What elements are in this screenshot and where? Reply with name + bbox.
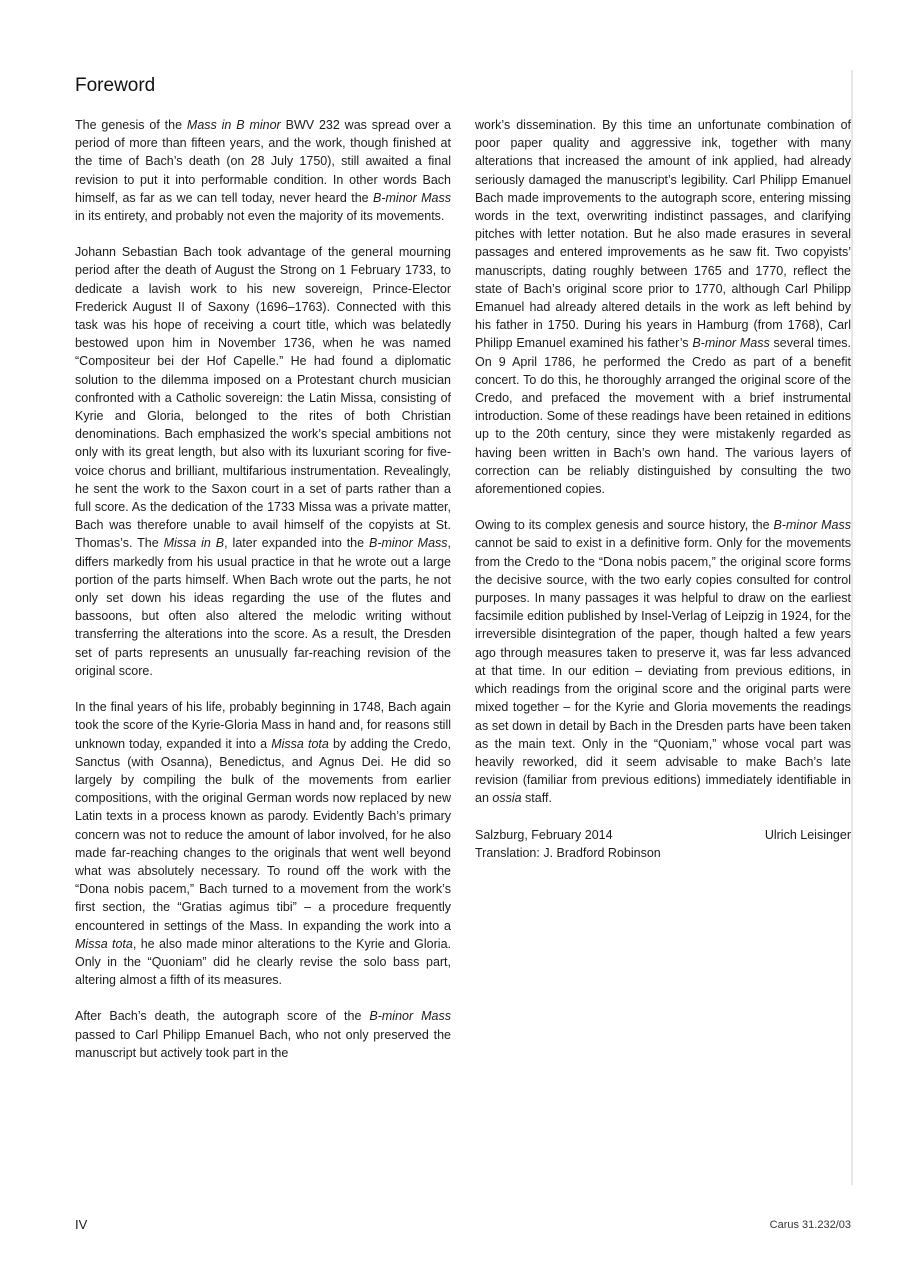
italic-title: Missa in B <box>163 536 225 551</box>
page-edge-shadow <box>851 70 853 1185</box>
translation-credit: Translation: J. Bradford Robinson <box>475 845 661 860</box>
italic-title: B-minor Mass <box>369 536 448 551</box>
paragraph: Owing to its complex genesis and source history, the B-minor Mass cannot be said to exist in a definitive form. Only for the movements from the Credo to the “Dona nobis pacem,” the original score forms the decisive source, with the two early copies consulted for control purposes. In many passages it was helpful to draw on the earliest facsimile edition published by Insel-Verlag of Leipzig in 1924, for the irreversible disintegration of the paper, though halted a few years ago through measures taken to preserve it, was far less advanced at that time. In our edition – deviating from previous editions, in which readings from the original score and the original parts were mixed together – for the Kyrie and Gloria movements the readings as set down in detail by Bach in the Dresden parts have been taken as the main text. Only in the “Quoniam,” whose vocal part was heavily reworked, did it seem advisable to make Bach’s late revision (familiar from previous editions) immediately identifiable in an ossia staff. <box>475 518 852 806</box>
italic-title: B-minor Mass <box>369 1009 451 1024</box>
page-title: Foreword <box>75 75 156 96</box>
italic-title: B-minor Mass <box>692 336 770 351</box>
right-column <box>475 116 851 862</box>
paragraph: work’s dissemination. By this time an unfortunate combination of poor paper quality and aggressive ink, together with many alterations that increased the amount of ink applied, had already seriously damaged the manuscript’s legibility. Carl Philipp Emanuel Bach made improvements to the autograph score, entering missing words in the text, overwriting indistinct passages, and clarifying pitches with letter notation. But he also made erasures in several passages and entered improvements as he saw fit. Two copyists’ manuscripts, dating roughly between 1765 and 1770, reflect the state of Bach’s original score prior to 1770, although Carl Philipp Emanuel had already altered details in the work as left behind by his father in 1750. During his years in Hamburg (from 1768), Carl Philipp Emanuel examined his father’s B-minor Mass several times. On 9 April 1786, he performed the Credo as part of a benefit concert. To do this, he thoroughly arranged the original score of the Credo, and prefaced the movement with a brief instrumental introduction. Some of these readings have been retained in editions up to the 20th century, since they were mistakenly regarded as having been written in Bach’s own hand. The various layers of correction can be reliably distinguished by consulting the two aforementioned copies. <box>475 118 851 497</box>
paragraph: In the final years of his life, probably beginning in 1748, Bach again took the score of the Kyrie-Gloria Mass in hand and, for reasons still unknown today, expanded it into a Missa tota by adding the Credo, Sanctus (with Osanna), Benedictus, and Agnus Dei. He did so largely by compiling the bulk of the movements from earlier compositions, with the original German words now replaced by new Latin texts in a process known as parody. Evidently Bach’s primary concern was not to reduce the amount of labor involved, for he also made far-reaching changes to the originals that went well beyond what was absolutely necessary. To round off the work with the “Dona nobis pacem,” Bach turned to a movement from the work’s first section, the “Gratias agimus tibi” – a procedure frequently encountered in settings of the Mass. In expanding the work into a Missa tota, he also made minor alterations to the Kyrie and Gloria. Only in the “Quoniam” did he clearly revise the solo bass part, altering almost a fifth of its measures. <box>75 700 451 988</box>
paragraph: The genesis of the Mass in B minor BWV 232 was spread over a period of more than fifteen years, and the work, though finished at the time of Bach’s death (on 28 July 1750), still awaited a final revision to put it into performable condition. In other words Bach himself, as far as we can tell today, never heard the B-minor Mass in its entirety, and probably not even the majority of its movements. <box>75 118 452 224</box>
italic-title: Mass in B minor <box>186 118 281 132</box>
signature-line <box>475 826 851 844</box>
italic-title: Missa tota <box>75 936 133 951</box>
left-column <box>75 116 451 1080</box>
italic-title: B-minor Mass <box>773 518 852 533</box>
paragraph: After Bach’s death, the autograph score of the B-minor Mass passed to Carl Philipp Emanuel Bach, who not only preserved the manuscript but actively took part in the <box>75 1009 451 1060</box>
paragraph: Johann Sebastian Bach took advantage of the general mourning period after the death of August the Strong on 1 February 1733, to dedicate a lavish work to his new sovereign, Prince-Elector Frederick August II of Saxony (1696–1763). Connected with this task was his hope of receiving a court title, which was belatedly bestowed upon him in November 1736, when he was named “Compositeur bei der Hof Capelle.” He had found a diplomatic solution to the dilemma imposed on a Protestant church musician confronted with a Catholic sovereign: the Latin Missa, consisting of Kyrie and Gloria, belonged to the rites of both Christian denominations. Bach emphasized the work’s special ambitions not only with its great length, but also with its luxuriant scoring for five-voice chorus and brilliant, multifarious instrumentation. Revealingly, he sent the work to the Saxon court in a set of parts rather than a full score. As the dedication of the 1733 Missa was a private matter, Bach was therefore unable to avail himself of the copyists at St. Thomas’s. The Missa in B, later expanded into the B-minor Mass, differs markedly from his usual practice in that he wrote out a large portion of the parts himself. When Bach wrote out the parts, he not only set down his ideas regarding the use of the flutes and bassoons, but often also altered the melodic writing without transferring the alterations into the score. As a result, the Dresden set of parts represents an unusually far-reaching revision of the original score. <box>75 245 452 678</box>
place-date: Salzburg, February 2014 <box>475 827 613 842</box>
italic-title: ossia <box>492 791 522 806</box>
italic-title: B-minor Mass <box>373 190 451 205</box>
italic-title: Missa tota <box>271 736 329 751</box>
author: Ulrich Leisinger <box>764 827 851 842</box>
catalog-number: Carus 31.232/03 <box>769 1219 851 1231</box>
page-number: IV <box>75 1217 88 1232</box>
